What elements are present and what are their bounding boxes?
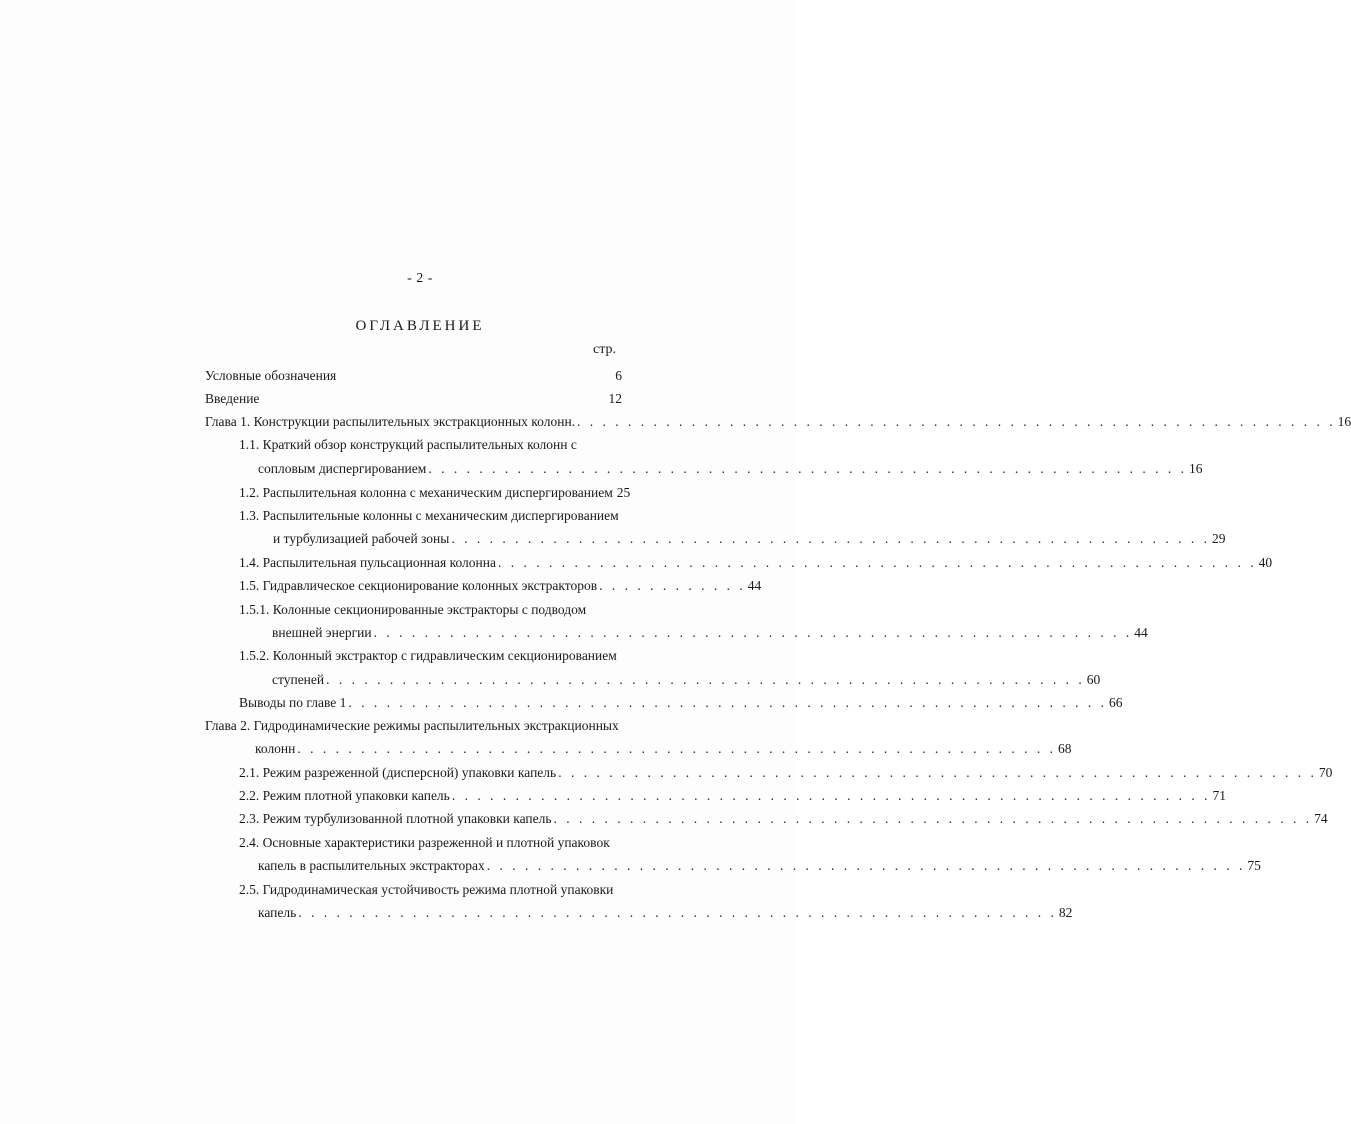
page-title: ОГЛАВЛЕНИЕ [355, 318, 485, 334]
toc-entry-text: 2.1. Режим разреженной (дисперсной) упаковки капель [239, 765, 557, 780]
toc-entry-notation[interactable] [205, 368, 622, 384]
toc-entry-page: 68 [1058, 741, 1072, 756]
toc-entry-page: 40 [1258, 555, 1273, 570]
toc-entry-introduction[interactable] [205, 391, 622, 407]
toc-entry-2-3[interactable]: 2.3. Режим турбулизованной плотной упаковки капель . . . . . . . . . . . . . . . . . . . . . . . . . . . . . . . . . . . . . . . . . . . . . . . . . . . . . . . . . . . . 74 [239, 811, 1328, 826]
toc-entry-chapter-2[interactable]: колонн . . . . . . . . . . . . . . . . . . . . . . . . . . . . . . . . . . . . . . . . . . . . . . . . . . . . . . . . . . . . 68 [255, 741, 1072, 756]
toc-entry-1-5[interactable]: 1.5. Гидравлическое секционирование колонных экстракторов . . . . . . . . . . . . 44 [239, 578, 762, 593]
toc-entry-text: Условные обозначения [205, 368, 337, 383]
page-number: - 2 - [407, 271, 433, 286]
toc-entry-page: 25 [616, 485, 631, 500]
toc-entry-2-5[interactable]: капель . . . . . . . . . . . . . . . . . . . . . . . . . . . . . . . . . . . . . . . . . . . . . . . . . . . . . . . . . . . . 82 [258, 905, 1073, 920]
toc-entry-text: капель в распылительных экстракторах [258, 858, 485, 873]
toc-entry-2-5-line1[interactable]: 2.5. Гидродинамическая устойчивость режима плотной упаковки [239, 882, 614, 897]
toc-entry-text: капель [258, 905, 297, 920]
toc-entry-page: 60 [1086, 672, 1101, 687]
toc-entry-text: 1.5. Гидравлическое секционирование колонных экстракторов [239, 578, 598, 593]
toc-entry-1-5-1[interactable]: внешней энергии . . . . . . . . . . . . . . . . . . . . . . . . . . . . . . . . . . . . . . . . . . . . . . . . . . . . . . . . . . . . 44 [272, 625, 1148, 640]
toc-entry-1-3-line1[interactable]: 1.3. Распылительные колонны с механическим диспергированием [239, 508, 619, 523]
toc-entry-1-5-2-line1[interactable]: 1.5.2. Колонный экстрактор с гидравлическим секционированием [239, 648, 617, 663]
toc-entry-page: 44 [1134, 625, 1148, 640]
toc-entry-text: ступеней [272, 672, 325, 687]
toc-entry-1-4[interactable]: 1.4. Распылительная пульсационная колонна . . . . . . . . . . . . . . . . . . . . . . . . . . . . . . . . . . . . . . . . . . . . . . . . . . . . . . . . . . . . 40 [239, 555, 1273, 570]
toc-entry-page: 75 [1247, 858, 1261, 873]
toc-entry-conclusions-1[interactable]: Выводы по главе 1 . . . . . . . . . . . . . . . . . . . . . . . . . . . . . . . . . . . . . . . . . . . . . . . . . . . . . . . . . . . . 66 [239, 695, 1123, 710]
toc-entry-text: Выводы по главе 1 [239, 695, 347, 710]
toc-entry-1-5-2[interactable]: ступеней . . . . . . . . . . . . . . . . . . . . . . . . . . . . . . . . . . . . . . . . . . . . . . . . . . . . . . . . . . . . 60 [272, 672, 1101, 687]
toc-entry-text: 2.2. Режим плотной упаковки капель [239, 788, 450, 803]
toc-entry-chapter-1[interactable]: Глава 1. Конструкции распылительных экстракционных колонн. . . . . . . . . . . . . . . . . . . . . . . . . . . . . . . . . . . . . . . . . . . . . . . . . . . . . . . . . . . . . 16 [205, 414, 1351, 429]
toc-entry-1-3[interactable]: и турбулизацией рабочей зоны . . . . . . . . . . . . . . . . . . . . . . . . . . . . . . . . . . . . . . . . . . . . . . . . . . . . . . . . . . . . 29 [273, 531, 1226, 546]
toc-entry-text: сопловым диспергированием [258, 461, 427, 476]
toc-entry-1-5-1-line1[interactable]: 1.5.1. Колонные секционированные экстракторы с подводом [239, 602, 587, 617]
toc-entry-text: Введение [205, 391, 260, 406]
toc-entry-page: 12 [608, 391, 622, 406]
toc-entry-text: 1.4. Распылительная пульсационная колонна [239, 555, 496, 570]
toc-entry-page: 66 [1109, 695, 1123, 710]
toc-entry-2-1[interactable]: 2.1. Режим разреженной (дисперсной) упаковки капель . . . . . . . . . . . . . . . . . . . . . . . . . . . . . . . . . . . . . . . . . . . . . . . . . . . . . . . . . . . . 70 [239, 765, 1333, 780]
toc-entry-chapter-2-line1[interactable]: Глава 2. Гидродинамические режимы распылительных экстракционных [205, 718, 619, 733]
toc-entry-text: 2.3. Режим турбулизованной плотной упаковки капель [239, 811, 552, 826]
toc-entry-1-1[interactable]: сопловым диспергированием . . . . . . . . . . . . . . . . . . . . . . . . . . . . . . . . . . . . . . . . . . . . . . . . . . . . . . . . . . . . 16 [258, 461, 1203, 476]
toc-entry-text: и турбулизацией рабочей зоны [273, 531, 450, 546]
toc-entry-page: 82 [1058, 905, 1073, 920]
toc-entry-page: 16 [1188, 461, 1203, 476]
toc-entry-2-4[interactable]: капель в распылительных экстракторах . . . . . . . . . . . . . . . . . . . . . . . . . . . . . . . . . . . . . . . . . . . . . . . . . . . . . . . . . . . . 75 [258, 858, 1261, 873]
toc-entry-2-2[interactable]: 2.2. Режим плотной упаковки капель . . . . . . . . . . . . . . . . . . . . . . . . . . . . . . . . . . . . . . . . . . . . . . . . . . . . . . . . . . . . 71 [239, 788, 1226, 803]
toc-entry-page: 44 [747, 578, 762, 593]
toc-entry-text: 1.2. Распылительная колонна с механическим диспергированием [239, 485, 613, 500]
toc-entry-page: 6 [615, 368, 622, 383]
toc-entry-page: 16 [1337, 414, 1351, 429]
toc-entry-page: 71 [1212, 788, 1226, 803]
toc-entry-text: колонн [255, 741, 296, 756]
toc-entry-text: внешней энергии [272, 625, 372, 640]
toc-entry-page: 29 [1211, 531, 1226, 546]
page-column-label: стр. [593, 342, 617, 357]
toc-entry-text: Глава 1. Конструкции распылительных экстракционных колонн. [205, 414, 576, 429]
toc-entry-1-1-line1[interactable]: 1.1. Краткий обзор конструкций распылительных колонн с [239, 437, 577, 452]
toc-entry-page: 70 [1318, 765, 1333, 780]
toc-entry-2-4-line1[interactable]: 2.4. Основные характеристики разреженной и плотной упаковок [239, 835, 610, 850]
toc-entry-1-2[interactable] [239, 485, 631, 501]
toc-entry-page: 74 [1314, 811, 1328, 826]
